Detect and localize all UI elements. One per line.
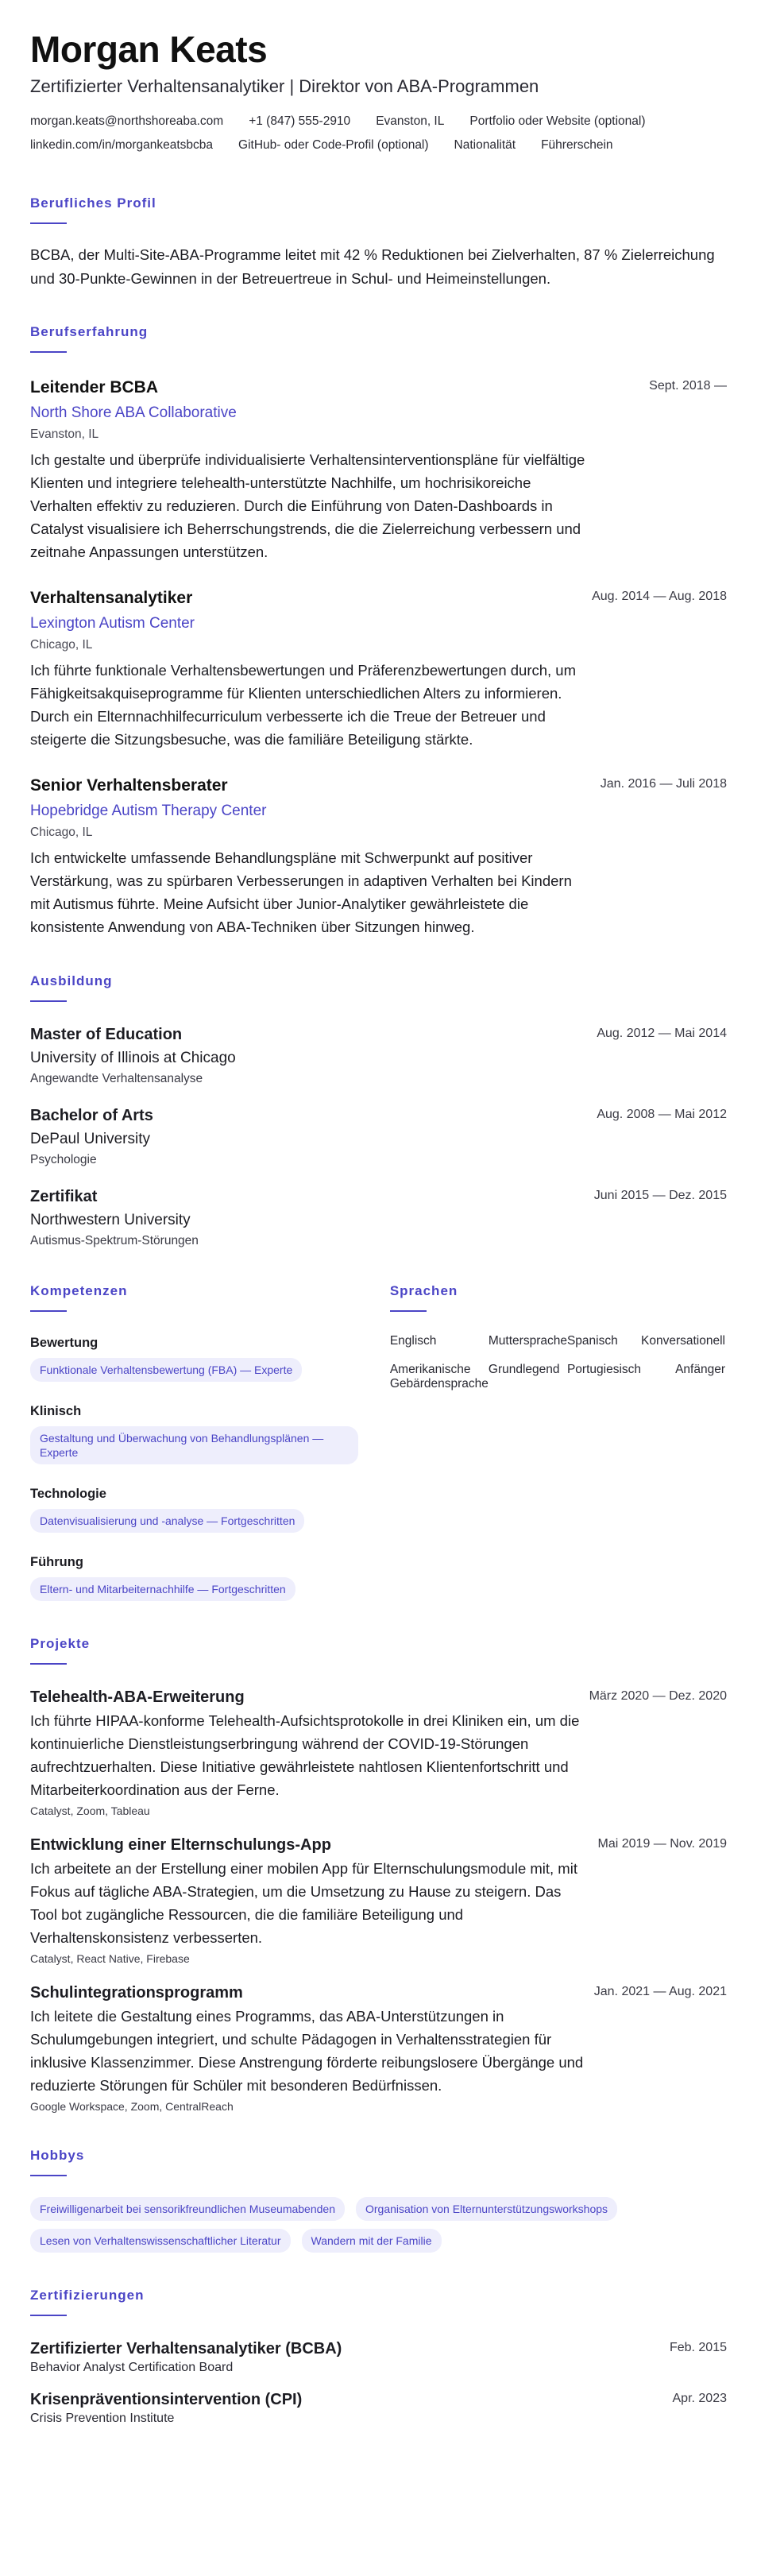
school-name: DePaul University: [30, 1131, 150, 1147]
job-description: Ich entwickelte umfassende Behandlungspläne mit Schwerpunkt auf positiver Verstärkung, was zu spürbaren Verbesserungen in adaptiven Verhalten bei Kindern mit Autismus führte. Meine Aufsicht über Junior-Analytiker gewährleistete die konsistente Anwendung von ABA-Techniken über Sitzungen hinweg.: [30, 849, 572, 935]
job-description: Ich gestalte und überprüfe individualisierte Verhaltensinterventionspläne für vielfältige Klienten und integriere telehealth-unterstützte Nachhilfe, um hochrisikoreiche Verhalten effektiv zu reduzieren. Durch die Einführung von Daten-Dashboards in Catalyst visualisiere ich Beherrschungstrends, die die Zielerreichung verbessern und zeitnahe Anpassungen unterstützen.: [30, 451, 585, 560]
skill-tag: Gestaltung und Überwachung von Behandlungsplänen — Experte: [30, 1426, 358, 1464]
language-level: Grundlegend: [488, 1363, 560, 1376]
certification-date: Apr. 2023: [672, 2392, 727, 2405]
field-of-study: Psychologie: [30, 1153, 97, 1166]
skill-category: Klinisch: [30, 1404, 82, 1418]
job-location: Chicago, IL: [30, 638, 93, 652]
job-description: Ich führte funktionale Verhaltensbewertungen und Präferenzbewertungen durch, um Fähigkeitsakquiseprogramme für Klienten unterschiedlichen Alters zu informieren. Durch ein Elternnachhilfecurriculum verbesserte ich die Treue der Betreuer und steigerte die Sitzungsbesuche, was die familiäre Beteiligung stärkte.: [30, 662, 577, 748]
section-divider: [390, 1310, 427, 1312]
language-name: Amerikanische Gebärdensprache: [389, 1363, 489, 1390]
skill-category: Technologie: [30, 1487, 106, 1501]
skill-category: Bewertung: [30, 1336, 98, 1350]
language-name: Englisch: [389, 1334, 437, 1348]
job-date: Sept. 2018 —: [649, 379, 727, 393]
skill-tag: Eltern- und Mitarbeiternachhilfe — Fortgeschritten: [30, 1577, 295, 1601]
degree: Zertifikat: [30, 1188, 98, 1205]
section-divider: [30, 222, 67, 224]
section-title: Zertifizierungen: [30, 2288, 145, 2303]
education-entry: [30, 1105, 727, 1167]
project-entry: [30, 1982, 727, 2113]
education-date: Juni 2015 — Dez. 2015: [593, 1189, 727, 1202]
candidate-name: Morgan Keats: [30, 29, 268, 70]
project-date: März 2020 — Dez. 2020: [589, 1689, 727, 1703]
contact-row-2: [30, 138, 727, 153]
skill-tag: Funktionale Verhaltensbewertung (FBA) — Experte: [30, 1358, 302, 1382]
education-entry: [30, 1024, 727, 1086]
skill-category: Führung: [30, 1555, 83, 1569]
certification-name: Krisenpräventionsintervention (CPI): [30, 2391, 303, 2408]
portfolio-link[interactable]: Portfolio oder Website (optional): [469, 114, 646, 128]
education-date: Aug. 2008 — Mai 2012: [597, 1108, 727, 1121]
certification-name: Zertifizierter Verhaltensanalytiker (BCBA): [30, 2340, 342, 2357]
section-divider: [30, 1310, 67, 1312]
job-title: Senior Verhaltensberater: [30, 776, 228, 795]
headline: Zertifizierter Verhaltensanalytiker | Direktor von ABA-Programmen: [30, 76, 539, 96]
project-date: Mai 2019 — Nov. 2019: [597, 1837, 727, 1851]
projects-section: [30, 1636, 727, 2113]
project-title: Telehealth-ABA-Erweiterung: [30, 1688, 245, 1706]
company-name: Lexington Autism Center: [30, 615, 195, 632]
section-title: Projekte: [30, 1636, 91, 1651]
resume-header: [30, 29, 727, 153]
section-divider: [30, 351, 67, 353]
experience-section: [30, 324, 727, 938]
degree: Bachelor of Arts: [30, 1107, 153, 1124]
job-date: Aug. 2014 — Aug. 2018: [592, 590, 727, 603]
job-title: Verhaltensanalytiker: [30, 589, 193, 607]
hobbies-section: [30, 2148, 727, 2253]
job-entry: [30, 377, 727, 563]
certification-date: Feb. 2015: [669, 2341, 727, 2354]
project-description: Ich führte HIPAA-konforme Telehealth-Aufsichtsprotokolle in drei Kliniken ein, um die kontinuierliche Dienstleistungserbringung während der COVID-19-Störungen aufrechtzuerhalten. Diese Initiative gewährleistete nahtlosen Klientenfortschritt und Mitarbeiterkoordination aus der Ferne.: [30, 1712, 580, 1798]
certification-issuer: Crisis Prevention Institute: [30, 2412, 175, 2425]
linkedin-link[interactable]: linkedin.com/in/morgankeatsbcba: [30, 138, 214, 152]
job-entry: [30, 587, 727, 751]
language-name: Portugiesisch: [566, 1363, 642, 1376]
job-title: Leitender BCBA: [30, 378, 159, 396]
github-link[interactable]: GitHub- oder Code-Profil (optional): [238, 138, 429, 152]
project-technologies: Catalyst, React Native, Firebase: [30, 1952, 190, 1965]
nationality-text: Nationalität: [454, 138, 516, 152]
profile-summary: BCBA, der Multi-Site-ABA-Programme leitet mit 42 % Reduktionen bei Zielverhalten, 87 % Zielerreichung und 30-Punkte-Gewinnen in der Betreuertreue in Schul- und Heimeinstellungen.: [30, 246, 715, 287]
project-entry: [30, 1835, 727, 1965]
degree: Master of Education: [30, 1026, 183, 1043]
job-entry: [30, 775, 727, 938]
section-title: Sprachen: [389, 1283, 458, 1298]
languages-list: [390, 1334, 727, 1391]
skills-languages-row: [30, 1283, 727, 1601]
hobby-tag: Freiwilligenarbeit bei sensorikfreundlichen Museumabenden: [30, 2197, 345, 2221]
field-of-study: Autismus-Spektrum-Störungen: [30, 1234, 199, 1247]
license-text: Führerschein: [541, 138, 613, 152]
education-date: Aug. 2012 — Mai 2014: [597, 1027, 727, 1040]
job-location: Chicago, IL: [30, 826, 93, 839]
education-section: [30, 973, 727, 1248]
section-divider: [30, 1000, 67, 1002]
language-name: Spanisch: [566, 1334, 618, 1348]
section-divider: [30, 1663, 67, 1665]
school-name: University of Illinois at Chicago: [30, 1050, 236, 1066]
section-title: Hobbys: [30, 2148, 85, 2163]
education-entry: [30, 1186, 727, 1248]
field-of-study: Angewandte Verhaltensanalyse: [30, 1072, 203, 1085]
company-name: North Shore ABA Collaborative: [30, 404, 237, 421]
project-technologies: Catalyst, Zoom, Tableau: [30, 1804, 150, 1817]
hobby-tag: Lesen von Verhaltenswissenschaftlicher Literatur: [30, 2229, 291, 2253]
section-divider: [30, 2175, 67, 2176]
school-name: Northwestern University: [30, 1212, 191, 1228]
project-title: Schulintegrationsprogramm: [30, 1984, 243, 2002]
section-title: Ausbildung: [30, 973, 113, 988]
language-level: Anfänger: [675, 1363, 725, 1376]
email-link[interactable]: morgan.keats@northshoreaba.com: [30, 114, 224, 128]
section-title: Berufserfahrung: [30, 324, 149, 339]
hobby-tag: Wandern mit der Familie: [302, 2229, 442, 2253]
job-location: Evanston, IL: [30, 427, 99, 441]
project-technologies: Google Workspace, Zoom, CentralReach: [30, 2100, 234, 2113]
phone-link[interactable]: +1 (847) 555-2910: [249, 114, 351, 128]
project-description: Ich leitete die Gestaltung eines Programms, das ABA-Unterstützungen in Schulumgebungen integriert, und schulte Pädagogen in Verhaltensstrategien für inklusive Klassenzimmer. Diese Anstrengung förderte reibungslosere Übergänge und reduzierte Störungen für Schüler mit besonderen Bedürfnissen.: [30, 2008, 584, 2094]
hobby-list: [30, 2197, 697, 2253]
hobby-tag: Organisation von Elternunterstützungsworkshops: [356, 2197, 617, 2221]
section-divider: [30, 2315, 67, 2316]
location-text: Evanston, IL: [376, 114, 445, 128]
project-date: Jan. 2021 — Aug. 2021: [593, 1985, 727, 1998]
languages-section: [390, 1283, 727, 1601]
profile-section: [30, 195, 727, 291]
project-title: Entwicklung einer Elternschulungs-App: [30, 1836, 331, 1854]
certification-entry: [30, 2338, 727, 2375]
skills-section: [30, 1283, 358, 1601]
skill-tag: Datenvisualisierung und -analyse — Fortgeschritten: [30, 1509, 304, 1533]
certifications-section: [30, 2288, 727, 2426]
language-level: Muttersprache: [488, 1334, 567, 1348]
company-name: Hopebridge Autism Therapy Center: [30, 803, 267, 819]
project-entry: [30, 1687, 727, 1817]
job-date: Jan. 2016 — Juli 2018: [600, 777, 727, 791]
project-description: Ich arbeitete an der Erstellung einer mobilen App für Elternschulungsmodule mit, mit Fokus auf tägliche ABA-Strategien, um die Umsetzung zu Hause zu steigern. Das Tool bot zugängliche Ressourcen, die die familiäre Beteiligung und Verhaltenskonsistenz verbesserten.: [30, 1860, 577, 1946]
contact-row-1: [30, 114, 727, 129]
language-level: Konversationell: [641, 1334, 725, 1348]
section-title: Berufliches Profil: [30, 195, 156, 211]
certification-entry: [30, 2389, 727, 2426]
certification-issuer: Behavior Analyst Certification Board: [30, 2361, 234, 2374]
section-title: Kompetenzen: [30, 1283, 128, 1298]
